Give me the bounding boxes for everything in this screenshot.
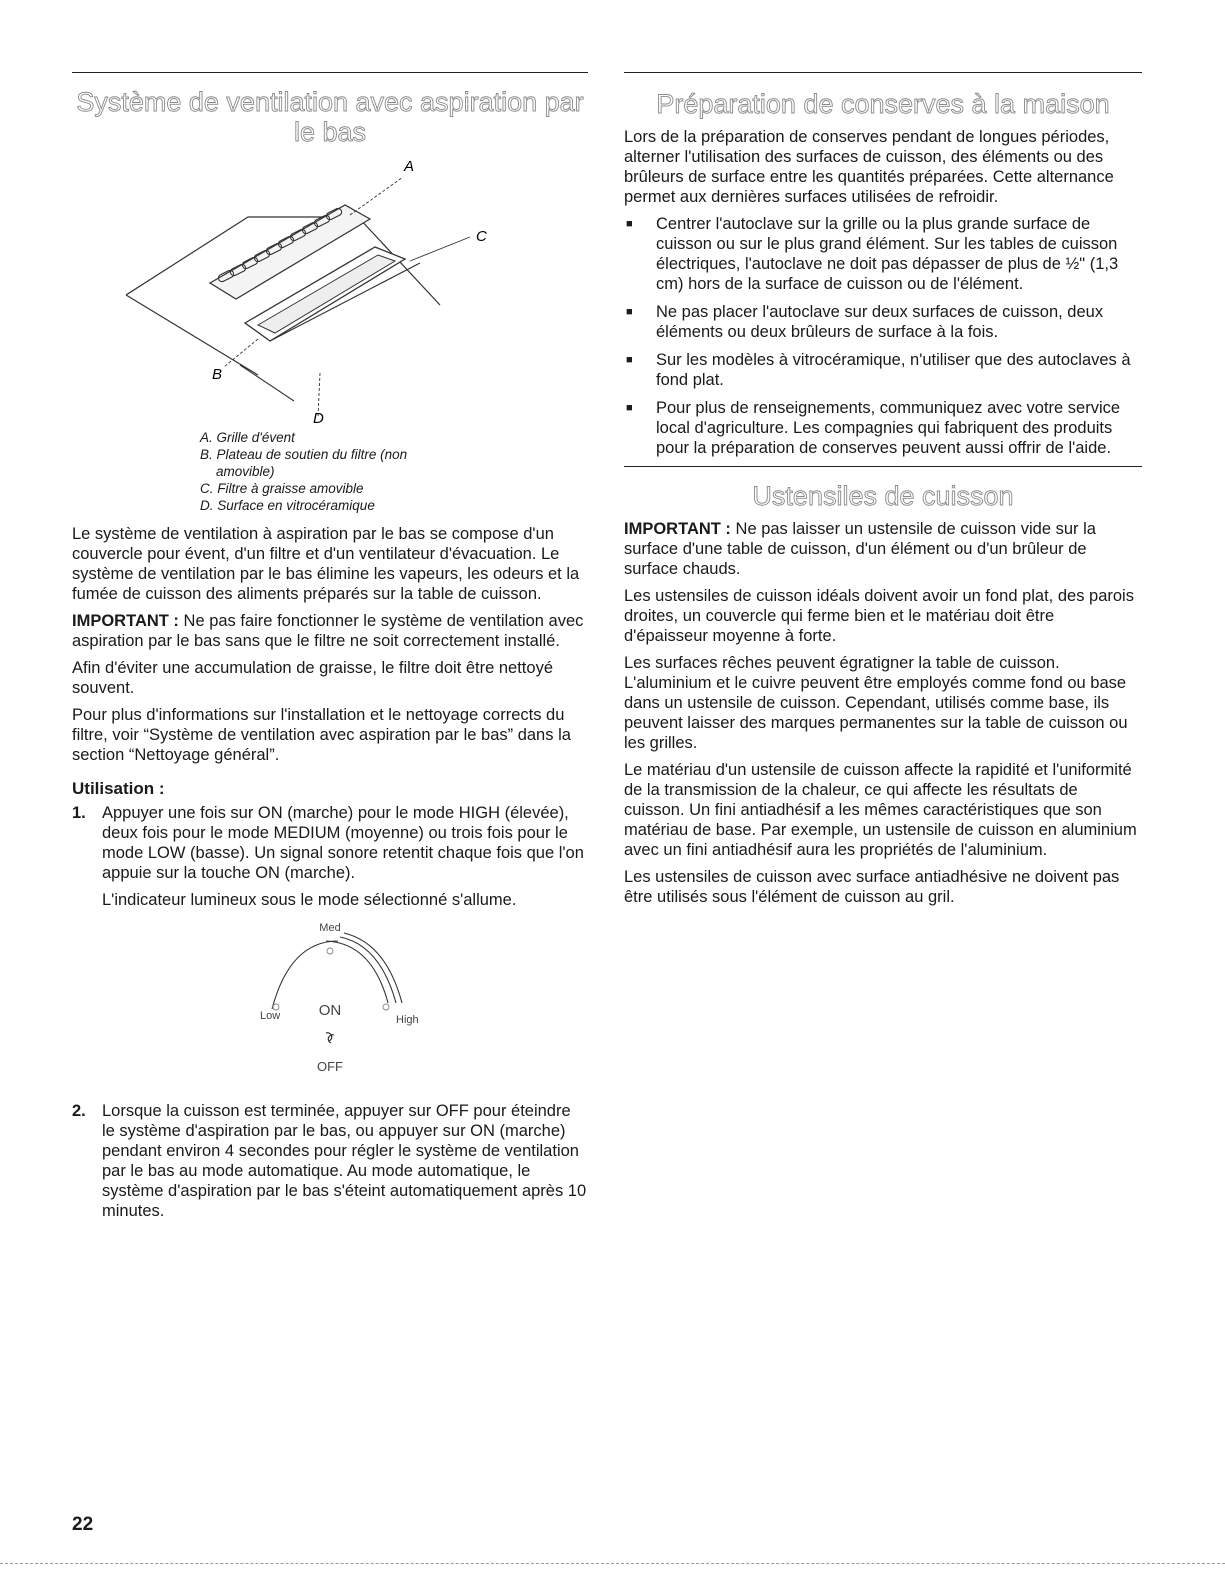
diagram-label-a: A — [404, 158, 415, 175]
med-indicator-icon — [327, 948, 333, 954]
section-rule — [72, 72, 588, 73]
important-text: Ne pas faire fonctionner le système de ventilation avec aspiration par le bas sans que le filtre ne soit correctement installé. — [72, 612, 584, 650]
page-number: 22 — [72, 1514, 94, 1535]
diagram-label-c: C — [476, 228, 487, 245]
step-2 — [72, 1101, 588, 1221]
cookware-para-material: Le matériau d'un ustensile de cuisson affecte la rapidité et l'uniformité de la transmission de la chaleur, ce qui affecte les résultats de cuisson. Un fini antiadhésif a les mêmes caractéristiques que son matériau de base. Par exemple, un ustensile de cuisson en aluminium avec un fini antiadhésif aura les propriétés de l'aluminium. — [624, 761, 1137, 859]
step-1-note: L'indicateur lumineux sous le mode sélectionné s'allume. — [102, 891, 517, 909]
square-bullet-icon: ■ — [626, 306, 633, 318]
important-text: Ne pas laisser un ustensile de cuisson vide sur la surface d'une table de cuisson, d'un élément ou d'un brûleur de surface chauds. — [624, 520, 1096, 578]
section-rule — [624, 466, 1142, 467]
step-text: Lorsque la cuisson est terminée, appuyer sur OFF pour éteindre le système d'aspiration par le bas, ou appuyer sur ON (marche) pendant environ 4 secondes pour régler le système de ventilation par le bas au mode automatique. Au mode automatique, le système d'aspiration par le bas s'éteint automatiquement après 10 minutes. — [102, 1102, 587, 1220]
important-label: IMPORTANT : — [624, 520, 731, 538]
utilisation-heading: Utilisation : — [72, 779, 165, 798]
diagram-caption — [200, 429, 588, 514]
on-label: ON — [318, 1002, 342, 1019]
downdraft-intro: Le système de ventilation à aspiration par le bas se compose d'un couvercle pour évent, d'un filtre et d'un ventilateur d'évacuation. Le système de ventilation par le bas élimine les vapeurs, les odeurs et la fumée de cuisson des aliments préparés sur la table de cuisson. — [72, 525, 580, 603]
off-label: OFF — [317, 1059, 343, 1074]
list-item-text: Sur les modèles à vitrocéramique, n'utiliser que des autoclaves à fond plat. — [656, 351, 1131, 389]
med-label: Med — [319, 922, 341, 934]
caption-b: B. Plateau de soutien du filtre (non — [200, 447, 408, 462]
low-label: Low — [260, 1010, 281, 1022]
canning-bullet-list — [624, 214, 1142, 458]
control-panel-diagram — [220, 917, 440, 1087]
section-title-canning: Préparation de conserves à la maison — [656, 89, 1110, 119]
caption-c: C. Filtre à graisse amovible — [200, 481, 364, 496]
important-label: IMPORTANT : — [72, 612, 179, 630]
list-item — [624, 398, 1142, 458]
grease-paragraph: Afin d'éviter une accumulation de graisse, le filtre doit être nettoyé souvent. — [72, 659, 553, 697]
filter-info-paragraph: Pour plus d'informations sur l'installation et le nettoyage corrects du filtre, voir “Système de ventilation avec aspiration par le bas” dans la section “Nettoyage général”. — [72, 706, 571, 764]
list-item — [624, 350, 1142, 390]
step-number: 1. — [72, 804, 86, 822]
step-text: Appuyer une fois sur ON (marche) pour le mode HIGH (élevée), deux fois pour le mode MEDIUM (moyenne) ou trois fois pour le mode LOW (basse). Un signal sonore retentit chaque fois que l'on appuie sur la touche ON (marche). — [102, 804, 584, 882]
list-item — [624, 214, 1142, 294]
list-item-text: Ne pas placer l'autoclave sur deux surfaces de cuisson, deux éléments ou deux brûleurs de surface à la fois. — [656, 303, 1104, 341]
high-indicator-icon — [383, 1004, 389, 1010]
high-label: High — [396, 1014, 419, 1026]
caption-b-cont: amovible) — [216, 464, 275, 479]
cookware-important — [624, 519, 1142, 579]
right-column — [624, 72, 1142, 914]
diagram-label-d: D — [313, 410, 324, 425]
cookware-para-ideal: Les ustensiles de cuisson idéals doivent avoir un fond plat, des parois droites, un couvercle qui ferme bien et le matériau doit être d'épaisseur moyenne à forte. — [624, 587, 1134, 645]
downdraft-vent-diagram — [120, 155, 540, 425]
page-bottom-edge — [0, 1563, 1225, 1564]
cookware-para-surfaces: Les surfaces rêches peuvent égratigner la table de cuisson. L'aluminium et le cuivre peuvent être employés comme fond ou base dans un ustensile de cuisson. Cependant, utilisés comme base, ils peuvent laisser des marques permanentes sur la table de cuisson ou les grilles. — [624, 654, 1128, 752]
left-column — [72, 72, 588, 1228]
square-bullet-icon: ■ — [626, 354, 633, 366]
square-bullet-icon: ■ — [626, 402, 633, 414]
diagram-label-b: B — [212, 366, 223, 383]
canning-intro: Lors de la préparation de conserves pendant de longues périodes, alterner l'utilisation des surfaces de cuisson, des éléments ou des brûleurs de surface entre les quantités préparées. Cette alternance permet aux dernières surfaces utilisées de refroidir. — [624, 128, 1114, 206]
step-1 — [72, 803, 588, 883]
list-item-text: Centrer l'autoclave sur la grille ou la plus grande surface de cuisson ou sur le plus grand élément. Sur les tables de cuisson électriques, l'autoclave ne doit pas dépasser de plus de ½" (1,3 cm) hors de la surface de cuisson ou de l'élément. — [656, 215, 1119, 293]
caption-d: D. Surface en vitrocéramique — [200, 498, 375, 513]
fan-icon — [326, 1033, 334, 1043]
cookware-para-nonstick: Les ustensiles de cuisson avec surface antiadhésive ne doivent pas être utilisés sous l'élément de cuisson au gril. — [624, 868, 1120, 906]
square-bullet-icon: ■ — [626, 218, 633, 230]
caption-a: A. Grille d'évent — [200, 430, 295, 445]
downdraft-important — [72, 611, 588, 651]
list-item — [624, 302, 1142, 342]
step-number: 2. — [72, 1102, 86, 1120]
section-rule — [624, 72, 1142, 73]
section-title-downdraft: Système de ventilation avec aspiration par le bas — [76, 87, 584, 147]
list-item-text: Pour plus de renseignements, communiquez avec votre service local d'agriculture. Les compagnies qui fabriquent des produits pour la préparation de conserves peuvent aussi offrir de l'aide. — [656, 399, 1121, 457]
section-title-cookware: Ustensiles de cuisson — [752, 481, 1014, 511]
